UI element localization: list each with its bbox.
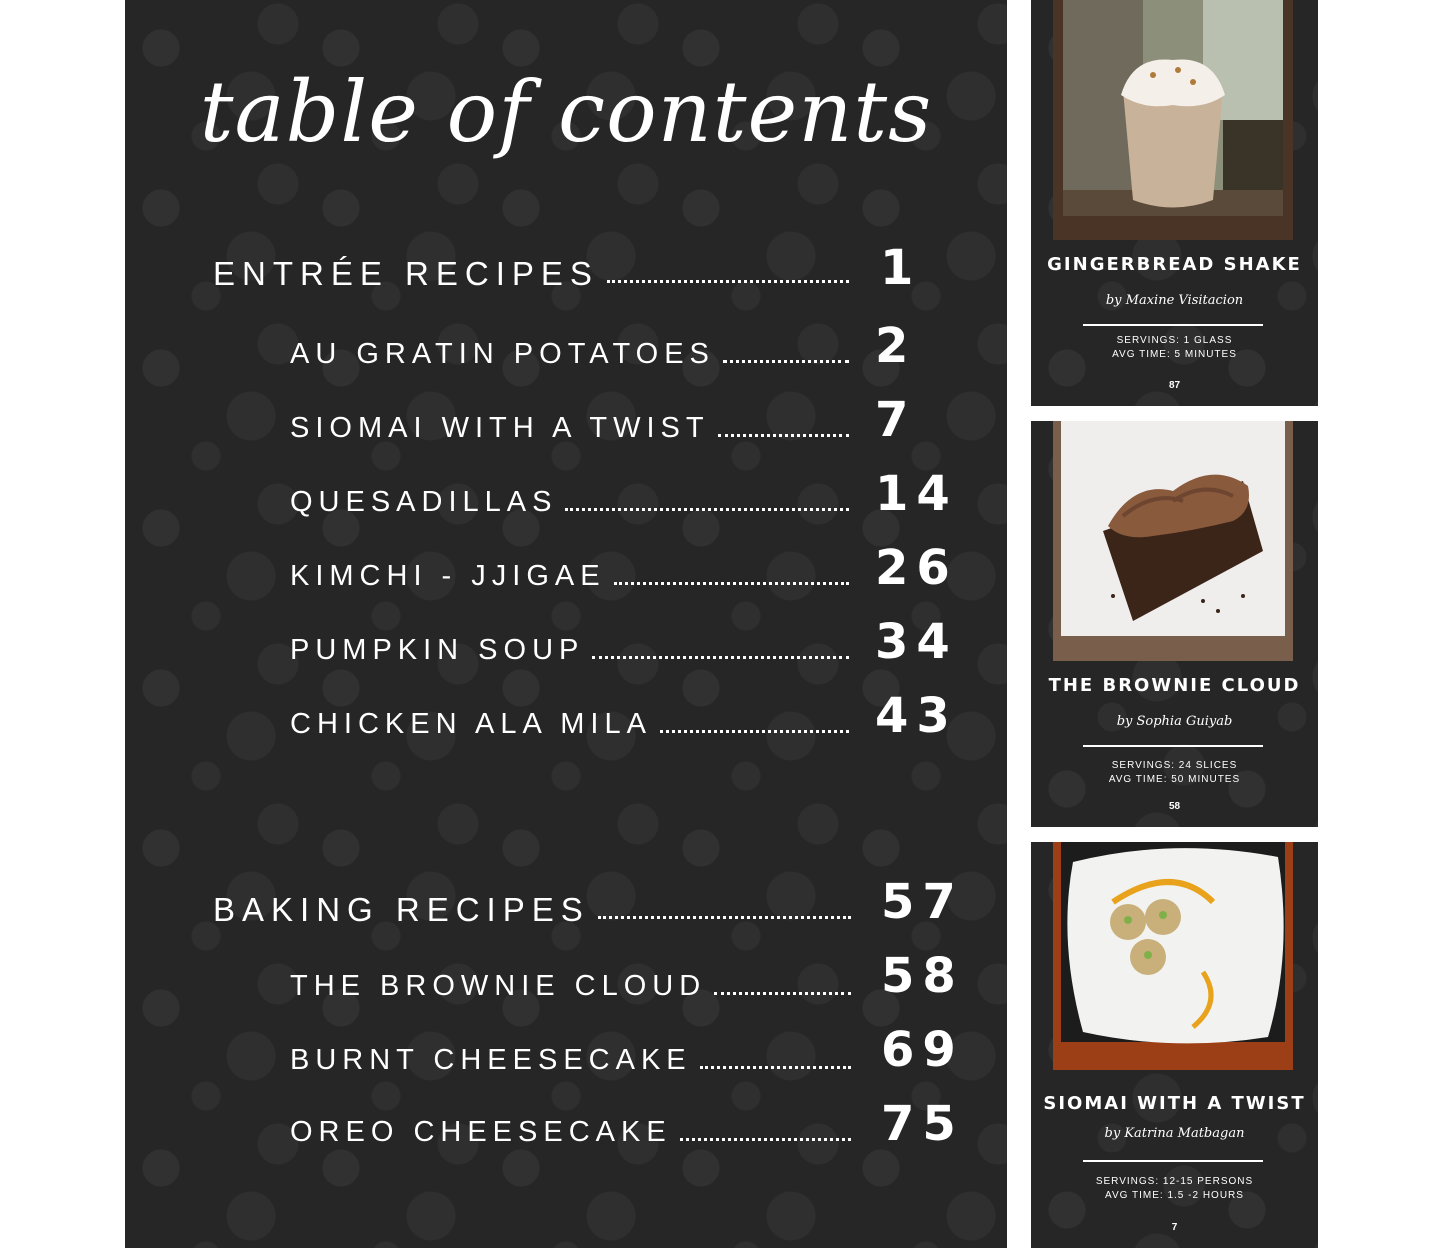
recipe-card-the-brownie-cloud[interactable] bbox=[1031, 421, 1318, 827]
recipe-card-servings: SERVINGS: 24 SLICES bbox=[1111, 760, 1238, 771]
toc-item-quesadillas[interactable] bbox=[290, 472, 863, 532]
toc-section-baking[interactable] bbox=[213, 880, 865, 940]
toc-item-label: CHICKEN ALA MILA bbox=[290, 707, 652, 740]
toc-page-number: 1 bbox=[880, 240, 922, 296]
recipe-photo-frame bbox=[1053, 842, 1293, 1070]
toc-leader bbox=[718, 434, 849, 437]
toc-leader bbox=[680, 1138, 851, 1141]
toc-page-number: 2 bbox=[875, 318, 917, 374]
toc-item-au-gratin-potatoes[interactable] bbox=[290, 324, 863, 384]
toc-page-number: 43 bbox=[875, 688, 958, 744]
recipe-card-title: THE BROWNIE CLOUD bbox=[1048, 675, 1301, 696]
recipe-card-author: by Maxine Visitacion bbox=[1105, 293, 1244, 308]
toc-page-number: 26 bbox=[875, 540, 958, 596]
recipe-card-page-number: 87 bbox=[1168, 380, 1181, 391]
toc-page-number: 58 bbox=[881, 948, 964, 1004]
toc-title: table of contents bbox=[199, 63, 933, 161]
toc-leader bbox=[565, 508, 849, 511]
toc-item-label: SIOMAI WITH A TWIST bbox=[290, 411, 710, 444]
card-divider bbox=[1083, 745, 1263, 747]
toc-leader bbox=[607, 280, 849, 283]
toc-item-label: QUESADILLAS bbox=[290, 485, 558, 518]
recipe-card-time: AVG TIME: 50 MINUTES bbox=[1108, 774, 1241, 785]
recipe-card-author: by Katrina Matbagan bbox=[1104, 1126, 1245, 1141]
recipe-card-servings: SERVINGS: 1 GLASS bbox=[1116, 335, 1233, 346]
toc-leader bbox=[714, 992, 851, 995]
gingerbread-shake-photo bbox=[1053, 0, 1293, 240]
toc-item-chicken-ala-mila[interactable] bbox=[290, 694, 863, 754]
toc-section-label: BAKING RECIPES bbox=[213, 891, 590, 928]
recipe-photo-frame bbox=[1053, 0, 1293, 240]
toc-item-pumpkin-soup[interactable] bbox=[290, 620, 863, 680]
toc-leader bbox=[592, 656, 849, 659]
table-of-contents-page bbox=[125, 0, 1007, 1248]
toc-item-label: AU GRATIN POTATOES bbox=[290, 337, 715, 370]
toc-item-burnt-cheesecake[interactable] bbox=[290, 1030, 865, 1090]
toc-page-number: 7 bbox=[875, 392, 917, 448]
brownie-cloud-photo bbox=[1053, 421, 1293, 661]
toc-section-label: ENTRÉE RECIPES bbox=[213, 255, 599, 292]
recipe-card-time: AVG TIME: 5 MINUTES bbox=[1112, 349, 1237, 360]
toc-item-label: OREO CHEESECAKE bbox=[290, 1115, 672, 1148]
siomai-photo bbox=[1053, 842, 1293, 1070]
recipe-card-author: by Sophia Guiyab bbox=[1116, 714, 1233, 729]
toc-page-number: 34 bbox=[875, 614, 958, 670]
toc-item-kimchi-jjigae[interactable] bbox=[290, 546, 863, 606]
toc-page-number: 57 bbox=[881, 874, 964, 930]
toc-page-number: 75 bbox=[881, 1096, 964, 1152]
recipe-card-servings: SERVINGS: 12-15 PERSONS bbox=[1095, 1176, 1254, 1187]
toc-page-number: 14 bbox=[875, 466, 958, 522]
recipe-card-siomai-with-a-twist[interactable] bbox=[1031, 842, 1318, 1248]
toc-item-oreo-cheesecake[interactable] bbox=[290, 1102, 865, 1162]
toc-item-the-brownie-cloud[interactable] bbox=[290, 956, 865, 1016]
toc-leader bbox=[660, 730, 849, 733]
toc-leader bbox=[723, 360, 849, 363]
toc-leader bbox=[614, 582, 849, 585]
card-divider bbox=[1083, 1160, 1263, 1162]
toc-item-siomai-with-a-twist[interactable] bbox=[290, 398, 863, 458]
recipe-card-title: SIOMAI WITH A TWIST bbox=[1043, 1093, 1306, 1114]
toc-leader bbox=[700, 1066, 851, 1069]
recipe-card-page-number: 58 bbox=[1168, 801, 1181, 812]
toc-page-number: 69 bbox=[881, 1022, 964, 1078]
toc-item-label: KIMCHI - JJIGAE bbox=[290, 559, 606, 592]
recipe-card-page-number: 7 bbox=[1171, 1222, 1178, 1233]
recipe-card-time: AVG TIME: 1.5 -2 HOURS bbox=[1105, 1190, 1244, 1201]
recipe-card-title: GINGERBREAD SHAKE bbox=[1047, 254, 1302, 275]
toc-leader bbox=[598, 916, 851, 919]
card-divider bbox=[1083, 324, 1263, 326]
toc-item-label: PUMPKIN SOUP bbox=[290, 633, 585, 666]
toc-item-label: BURNT CHEESECAKE bbox=[290, 1043, 692, 1076]
recipe-photo-frame bbox=[1053, 421, 1293, 661]
toc-section-entree[interactable] bbox=[213, 244, 863, 304]
toc-item-label: THE BROWNIE CLOUD bbox=[290, 969, 707, 1002]
recipe-card-gingerbread-shake[interactable] bbox=[1031, 0, 1318, 406]
